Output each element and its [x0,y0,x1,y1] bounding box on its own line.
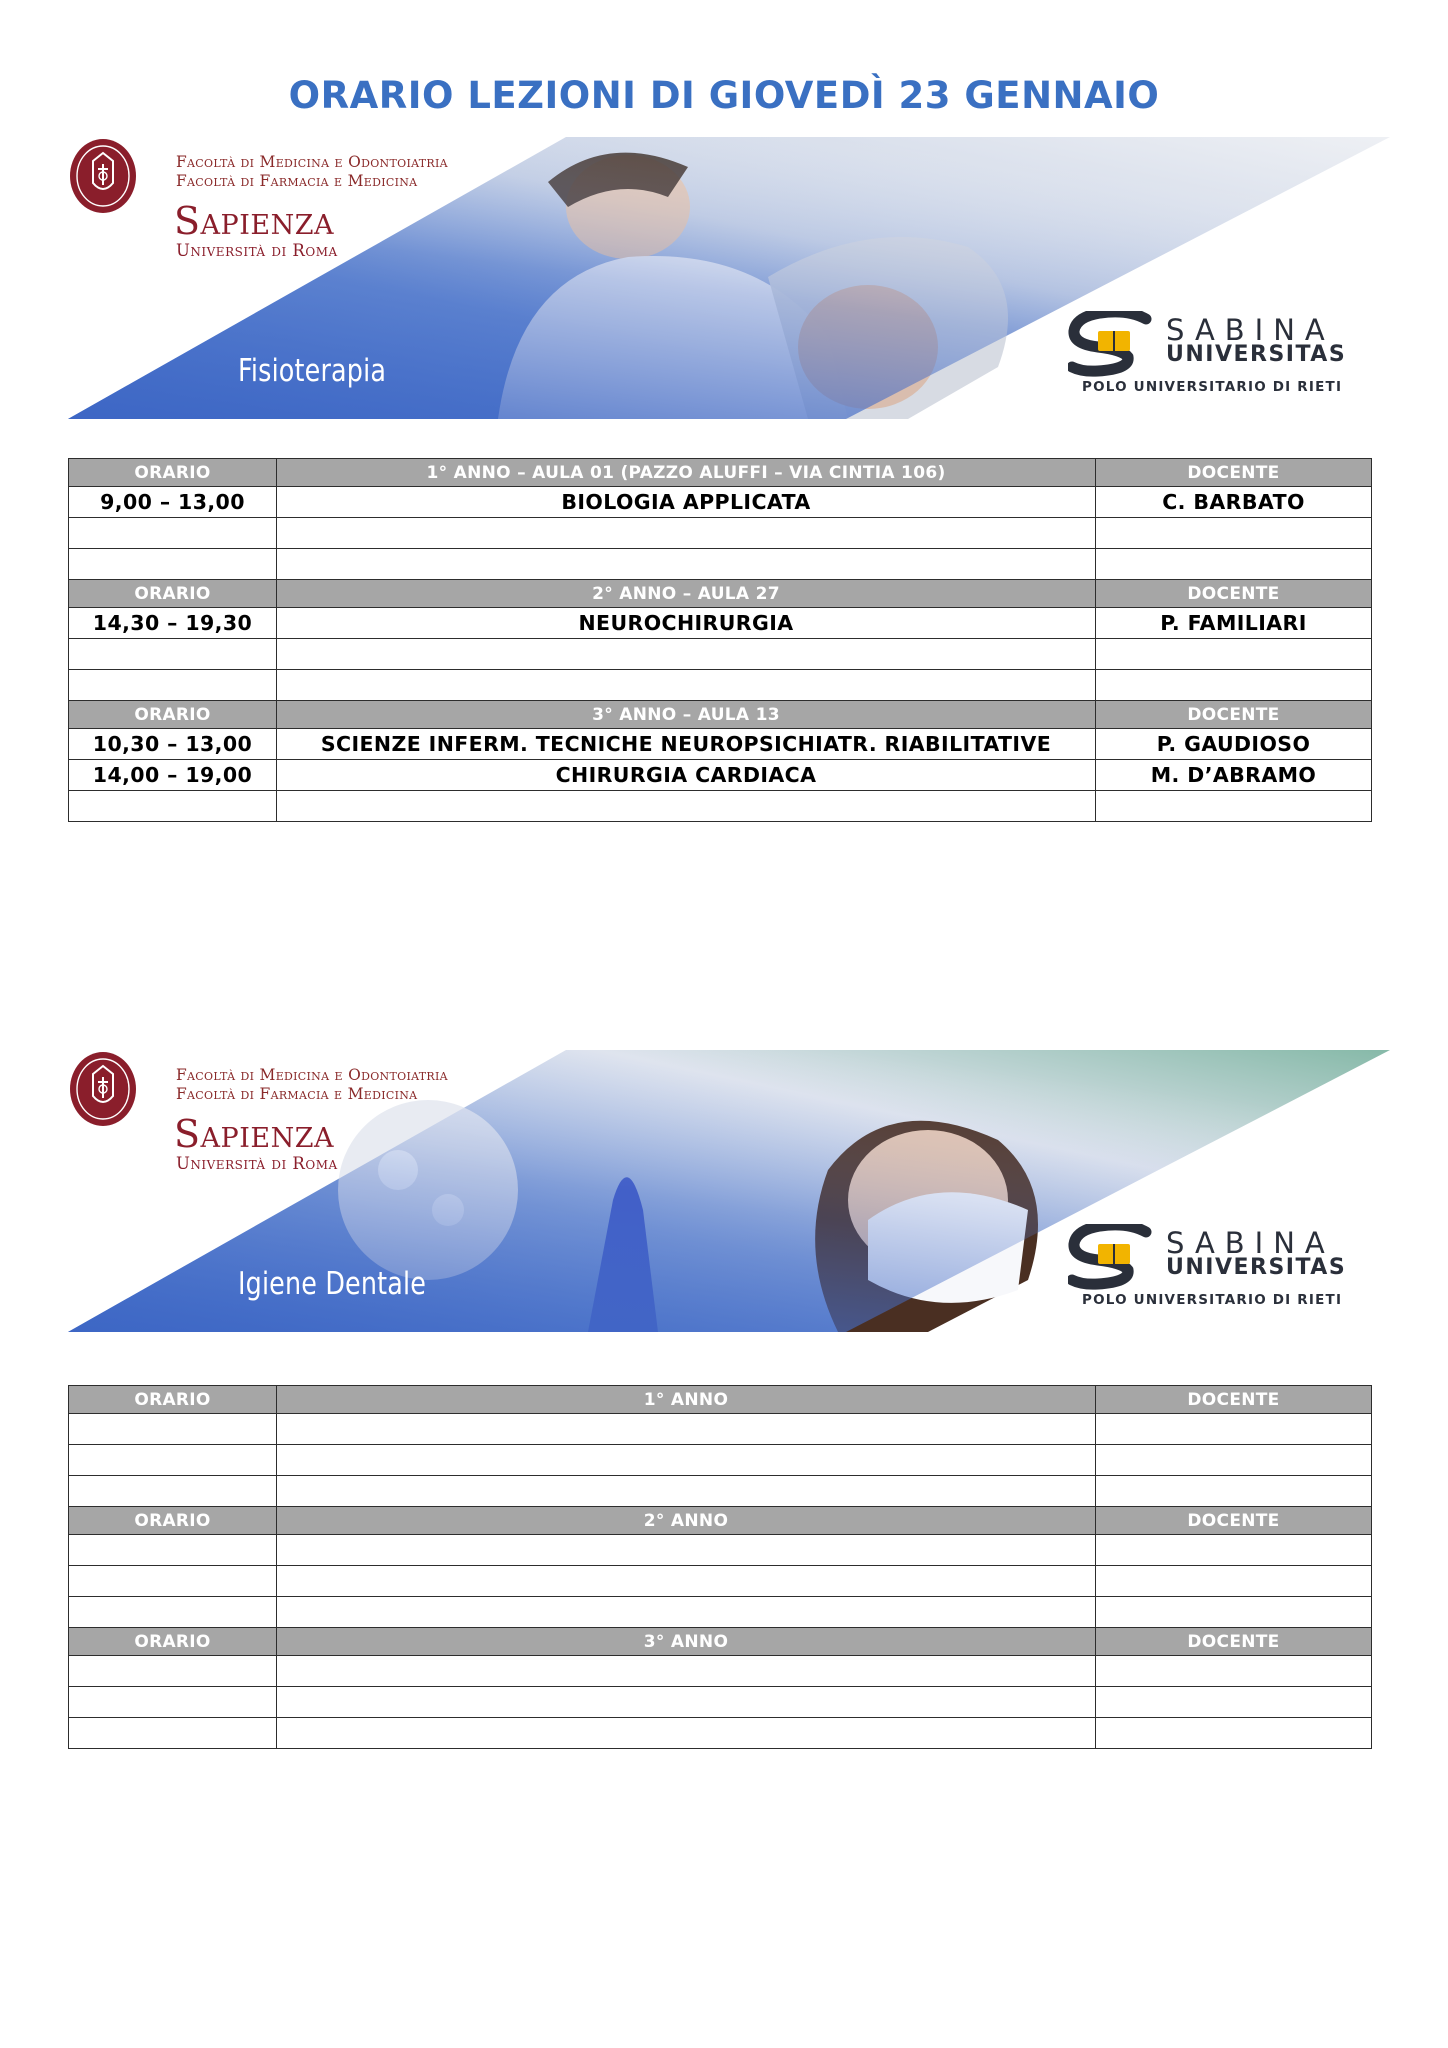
table-row [69,670,1372,701]
table-row [69,1656,1372,1687]
cell-materia [277,1445,1096,1476]
cell-orario [69,1718,277,1749]
table-row [69,608,1372,639]
header-docente: DOCENTE [1096,459,1372,487]
header-orario: ORARIO [69,459,277,487]
schedule-table-fisioterapia [68,458,1372,822]
university-subtitle: Università di Roma [176,1154,338,1173]
header-docente: DOCENTE [1096,1507,1372,1535]
cell-orario [69,670,277,701]
cell-orario [69,1687,277,1718]
table-row [69,791,1372,822]
header-orario: ORARIO [69,1628,277,1656]
cell-orario [69,1445,277,1476]
sabina-logo-icon [1068,311,1164,377]
cell-materia [277,1476,1096,1507]
cell-materia [277,791,1096,822]
cell-orario [69,1476,277,1507]
cell-orario [69,1597,277,1628]
course-name: Fisioterapia [238,353,387,389]
cell-materia [277,549,1096,580]
header-docente: DOCENTE [1096,1386,1372,1414]
cell-materia [277,670,1096,701]
university-name: Sapienza [174,199,334,243]
cell-materia [277,518,1096,549]
header-anno: 2° ANNO [277,1507,1096,1535]
header-docente: DOCENTE [1096,1628,1372,1656]
banner-fisioterapia [68,137,1390,419]
table-row [69,1597,1372,1628]
cell-docente: C. BARBATO [1096,487,1372,518]
table-row [69,729,1372,760]
cell-orario [69,639,277,670]
cell-docente [1096,1687,1372,1718]
cell-docente: M. D’ABRAMO [1096,760,1372,791]
table-row [69,1566,1372,1597]
table-header-row [69,701,1372,729]
table-header-row [69,1507,1372,1535]
header-anno: 3° ANNO [277,1628,1096,1656]
header-orario: ORARIO [69,580,277,608]
page-title: ORARIO LEZIONI DI GIOVEDÌ 23 GENNAIO [288,74,1160,117]
cell-docente [1096,1718,1372,1749]
table-row [69,639,1372,670]
university-subtitle: Università di Roma [176,241,338,260]
table-row [69,1445,1372,1476]
cell-orario [69,1414,277,1445]
table-header-row [69,580,1372,608]
cell-materia: SCIENZE INFERM. TECNICHE NEUROPSICHIATR. RIABILITATIVE [277,729,1096,760]
header-orario: ORARIO [69,1507,277,1535]
table-header-row [69,459,1372,487]
table-header-row [69,1386,1372,1414]
cell-materia: BIOLOGIA APPLICATA [277,487,1096,518]
cell-materia [277,1414,1096,1445]
cell-docente [1096,1445,1372,1476]
header-anno: 2° ANNO – AULA 27 [277,580,1096,608]
cell-orario: 14,30 – 19,30 [69,608,277,639]
table-row [69,518,1372,549]
table-row [69,1535,1372,1566]
cell-orario: 9,00 – 13,00 [69,487,277,518]
faculty-names: Facoltà di Medicina e Odontoiatria Facoltà di Farmacia e Medicina [176,1066,448,1103]
cell-orario [69,518,277,549]
table-row [69,549,1372,580]
cell-docente: P. GAUDIOSO [1096,729,1372,760]
university-name: Sapienza [174,1112,334,1156]
header-anno: 1° ANNO [277,1386,1096,1414]
cell-orario [69,1566,277,1597]
cell-materia [277,1566,1096,1597]
cell-orario [69,791,277,822]
header-orario: ORARIO [69,701,277,729]
table-row [69,1476,1372,1507]
cell-materia [277,1597,1096,1628]
cell-orario [69,549,277,580]
cell-docente [1096,1414,1372,1445]
cell-materia [277,1535,1096,1566]
sabina-universitas-logo: SABINA UNIVERSITAS POLO UNIVERSITARIO DI RIETI [1068,1224,1368,1314]
schedule-table-igiene-dentale [68,1385,1372,1749]
cell-orario [69,1656,277,1687]
cell-docente [1096,518,1372,549]
table-row [69,1718,1372,1749]
header-orario: ORARIO [69,1386,277,1414]
cell-docente [1096,670,1372,701]
cell-materia [277,1656,1096,1687]
header-anno: 1° ANNO – AULA 01 (PAZZO ALUFFI – VIA CINTIA 106) [277,459,1096,487]
cell-materia [277,639,1096,670]
header-anno: 3° ANNO – AULA 13 [277,701,1096,729]
sabina-logo-icon [1068,1224,1164,1290]
table-row [69,487,1372,518]
cell-docente [1096,1535,1372,1566]
table-row [69,1687,1372,1718]
header-docente: DOCENTE [1096,701,1372,729]
cell-materia: NEUROCHIRURGIA [277,608,1096,639]
cell-docente [1096,549,1372,580]
header-docente: DOCENTE [1096,580,1372,608]
cell-docente [1096,1597,1372,1628]
cell-orario: 10,30 – 13,00 [69,729,277,760]
banner-igiene-dentale [68,1050,1390,1332]
cell-materia: CHIRURGIA CARDIACA [277,760,1096,791]
table-row [69,760,1372,791]
cell-materia [277,1718,1096,1749]
sapienza-seal-icon [68,1050,138,1128]
sapienza-seal-icon [68,137,138,215]
table-header-row [69,1628,1372,1656]
cell-docente [1096,639,1372,670]
cell-docente: P. FAMILIARI [1096,608,1372,639]
cell-orario: 14,00 – 19,00 [69,760,277,791]
cell-docente [1096,791,1372,822]
sabina-universitas-logo: SABINA UNIVERSITAS POLO UNIVERSITARIO DI RIETI [1068,311,1368,401]
cell-docente [1096,1566,1372,1597]
table-row [69,1414,1372,1445]
faculty-names: Facoltà di Medicina e Odontoiatria Facoltà di Farmacia e Medicina [176,153,448,190]
cell-materia [277,1687,1096,1718]
cell-docente [1096,1656,1372,1687]
course-name: Igiene Dentale [238,1266,427,1302]
cell-orario [69,1535,277,1566]
cell-docente [1096,1476,1372,1507]
